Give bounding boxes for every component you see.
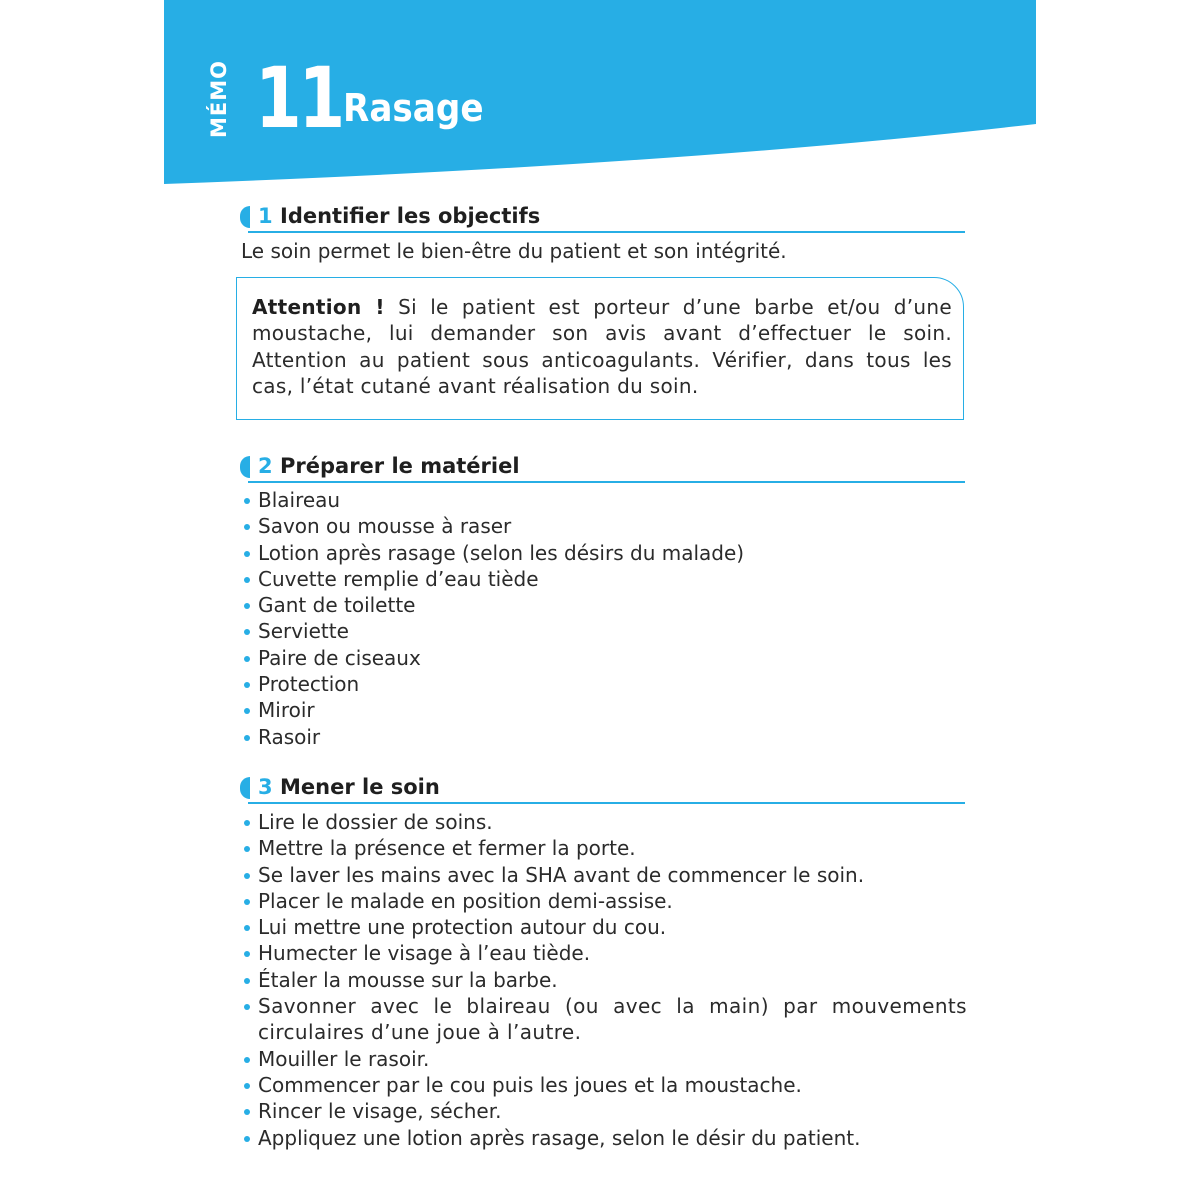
list-item [241, 888, 967, 914]
list-item [241, 566, 967, 592]
section-title: Mener le soin [280, 775, 440, 799]
bullet-icon [244, 899, 250, 905]
memo-number: 11 [255, 49, 343, 147]
list-item-text: Lotion après rasage (selon les désirs du malade) [258, 540, 745, 565]
list-item [241, 993, 967, 1046]
list-item [241, 618, 967, 644]
bullet-icon [244, 603, 250, 609]
list-item-text: Paire de ciseaux [258, 645, 421, 670]
objectives-text: Le soin permet le bien-être du patient et son intégrité. [241, 239, 787, 263]
list-item-text: Lui mettre une protection autour du cou. [258, 915, 667, 940]
section-rule [248, 481, 965, 483]
list-item [241, 914, 967, 940]
section-heading-objectifs [238, 203, 965, 233]
list-item-text: Protection [258, 672, 360, 697]
bullet-icon [244, 551, 250, 557]
callout-text [252, 294, 952, 399]
list-item-text: Appliquez une lotion après rasage, selon le désir du patient. [258, 1125, 861, 1150]
section-rule [248, 231, 965, 233]
section-number: 3 [258, 775, 273, 799]
list-item-text: Gant de toilette [258, 593, 416, 618]
list-item [241, 487, 967, 513]
section-heading-soin [238, 774, 965, 804]
section-rule [248, 802, 965, 804]
bullet-icon [244, 656, 250, 662]
list-item [241, 592, 967, 618]
bullet-icon [244, 820, 250, 826]
list-item [241, 540, 967, 566]
page-title: Rasage [343, 86, 484, 130]
section-tab-marker [240, 777, 250, 799]
memo-label: MÉMO [207, 60, 231, 138]
bullet-icon [244, 1057, 250, 1063]
section-title: Identifier les objectifs [280, 204, 541, 228]
section-title: Préparer le matériel [280, 454, 520, 478]
list-item [241, 940, 967, 966]
bullet-icon [244, 925, 250, 931]
list-item [241, 835, 967, 861]
bullet-icon [244, 951, 250, 957]
bullet-icon [244, 1136, 250, 1142]
bullet-icon [244, 1083, 250, 1089]
attention-callout [236, 277, 964, 420]
list-item [241, 671, 967, 697]
bullet-icon [244, 1004, 250, 1010]
list-item [241, 1125, 967, 1151]
bullet-icon [244, 846, 250, 852]
section-number: 2 [258, 454, 273, 478]
list-item [241, 1046, 967, 1072]
list-item-text: Savonner avec le blaireau (ou avec la main) par mouvements circulaires d’une joue à l’autre. [258, 994, 967, 1045]
bullet-icon [244, 498, 250, 504]
bullet-icon [244, 978, 250, 984]
bullet-icon [244, 1109, 250, 1115]
list-item-text: Serviette [258, 619, 349, 644]
bullet-icon [244, 682, 250, 688]
bullet-icon [244, 708, 250, 714]
list-item-text: Rasoir [258, 724, 321, 749]
callout-body: Si le patient est porteur d’une barbe et/ou d’une moustache, lui demander son avis avant d’effectuer le soin. Attention au patient sous anticoagulants. Vérifier, dans tous les cas, l’état cutané avant réalisation du soin. [252, 295, 952, 398]
list-item [241, 809, 967, 835]
list-item-text: Rincer le visage, sécher. [258, 1099, 502, 1124]
list-item [241, 862, 967, 888]
callout-label: Attention ! [252, 295, 385, 319]
list-item [241, 513, 967, 539]
list-item-text: Miroir [258, 698, 315, 723]
list-item [241, 645, 967, 671]
list-item [241, 1072, 967, 1098]
section-tab-marker [240, 206, 250, 228]
list-item-text: Humecter le visage à l’eau tiède. [258, 941, 591, 966]
bullet-icon [244, 629, 250, 635]
care-steps-list [241, 809, 967, 1151]
list-item-text: Mettre la présence et fermer la porte. [258, 836, 636, 861]
list-item [241, 724, 967, 750]
list-item [241, 697, 967, 723]
list-item-text: Cuvette remplie d’eau tiède [258, 566, 539, 591]
list-item-text: Lire le dossier de soins. [258, 810, 493, 834]
bullet-icon [244, 735, 250, 741]
materials-list [241, 487, 967, 750]
list-item [241, 967, 967, 993]
list-item-text: Étaler la mousse sur la barbe. [258, 967, 558, 992]
section-tab-marker [240, 456, 250, 478]
list-item-text: Savon ou mousse à raser [258, 514, 512, 539]
list-item-text: Mouiller le rasoir. [258, 1046, 430, 1071]
section-number: 1 [258, 204, 273, 228]
list-item-text: Commencer par le cou puis les joues et la moustache. [258, 1072, 802, 1097]
section-heading-materiel [238, 453, 965, 483]
list-item [241, 1098, 967, 1124]
list-item-text: Placer le malade en position demi-assise. [258, 888, 673, 913]
bullet-icon [244, 577, 250, 583]
bullet-icon [244, 873, 250, 879]
bullet-icon [244, 524, 250, 530]
list-item-text: Se laver les mains avec la SHA avant de commencer le soin. [258, 862, 865, 887]
list-item-text: Blaireau [258, 488, 341, 512]
